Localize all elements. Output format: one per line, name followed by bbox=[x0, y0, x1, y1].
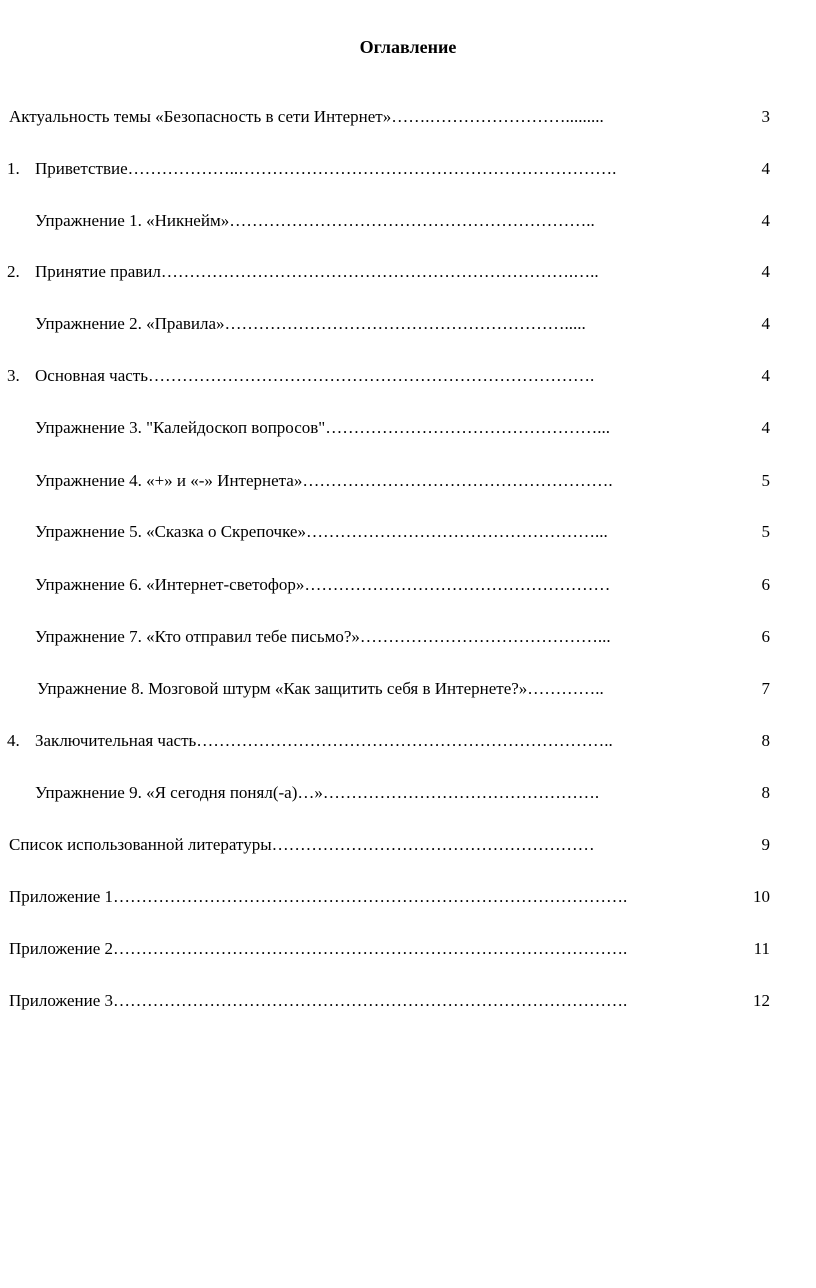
toc-entry-page: 8 bbox=[761, 731, 770, 750]
toc-entry[interactable] bbox=[0, 624, 816, 650]
toc-entry-page: 11 bbox=[753, 939, 770, 958]
toc-entry-page: 4 bbox=[761, 314, 770, 333]
toc-entry[interactable] bbox=[0, 208, 816, 234]
toc-entry-text: Упражнение 5. «Сказка о Скрепочке»……………………………………………... bbox=[35, 522, 608, 541]
toc-entry[interactable] bbox=[0, 572, 816, 598]
toc-entry-page: 9 bbox=[761, 835, 770, 854]
toc-entry[interactable] bbox=[0, 104, 816, 130]
toc-entry-page: 6 bbox=[761, 627, 770, 646]
toc-entry-text: Приложение 1………………………………………………………………………………. bbox=[9, 887, 628, 906]
toc-entry-number: 4. bbox=[7, 731, 20, 750]
toc-entry[interactable] bbox=[0, 363, 816, 389]
toc-entry[interactable] bbox=[0, 676, 816, 702]
toc-entry-text: Заключительная часть……………………………………………………………….. bbox=[35, 731, 613, 750]
toc-entry-page: 12 bbox=[753, 991, 770, 1010]
toc-entry[interactable] bbox=[0, 884, 816, 910]
toc-entry-page: 4 bbox=[761, 262, 770, 281]
toc-entry-page: 3 bbox=[761, 107, 770, 126]
toc-entry-page: 10 bbox=[753, 887, 770, 906]
toc-entry-page: 4 bbox=[761, 211, 770, 230]
toc-entry-page: 4 bbox=[761, 159, 770, 178]
toc-entry[interactable] bbox=[0, 415, 816, 441]
toc-entry-text: Упражнение 6. «Интернет-светофор»……………………………………………… bbox=[35, 575, 611, 594]
toc-entry-text: Упражнение 1. «Никнейм»……………………………………………………….. bbox=[35, 211, 595, 230]
toc-entry-page: 5 bbox=[761, 471, 770, 490]
toc-entry-text: Основная часть……………………………………………………………………. bbox=[35, 366, 595, 385]
toc-entry[interactable] bbox=[0, 728, 816, 754]
toc-entry-number: 2. bbox=[7, 262, 20, 281]
toc-entry[interactable] bbox=[0, 259, 816, 285]
toc-entry-text: Приложение 2………………………………………………………………………………. bbox=[9, 939, 628, 958]
toc-entry[interactable] bbox=[0, 519, 816, 545]
toc-entry-page: 4 bbox=[761, 366, 770, 385]
toc-entry-page: 8 bbox=[761, 783, 770, 802]
toc-entry[interactable] bbox=[0, 311, 816, 337]
toc-entry-number: 1. bbox=[7, 159, 20, 178]
toc-entry-page: 5 bbox=[761, 522, 770, 541]
toc-entry[interactable] bbox=[0, 780, 816, 806]
toc-entry-page: 6 bbox=[761, 575, 770, 594]
toc-entry-number: 3. bbox=[7, 366, 20, 385]
toc-entry-text: Список использованной литературы………………………………………………… bbox=[9, 835, 595, 854]
toc-entry-text: Приветствие………………..…………………………………………………………. bbox=[35, 159, 617, 178]
toc-entry-text: Упражнение 3. "Калейдоскоп вопросов"…………………………………………... bbox=[35, 418, 610, 437]
toc-entry[interactable] bbox=[0, 832, 816, 858]
toc-entry-text: Упражнение 9. «Я сегодня понял(-а)…»…………………………………………. bbox=[35, 783, 600, 802]
toc-entry-text: Актуальность темы «Безопасность в сети Интернет»…….……………………......... bbox=[9, 107, 604, 126]
toc-entry[interactable] bbox=[0, 156, 816, 182]
toc-entry-text: Упражнение 4. «+» и «-» Интернета»………………………………………………. bbox=[35, 471, 613, 490]
toc-entry-page: 7 bbox=[761, 679, 770, 698]
toc-entry[interactable] bbox=[0, 988, 816, 1014]
toc-entry-page: 4 bbox=[761, 418, 770, 437]
toc-entry-text: Приложение 3………………………………………………………………………………. bbox=[9, 991, 628, 1010]
toc-entry[interactable] bbox=[0, 936, 816, 962]
page-title: Оглавление bbox=[359, 37, 457, 57]
toc-entry-text: Принятие правил……………………………………………………………….….. bbox=[35, 262, 599, 281]
toc-entry-text: Упражнение 7. «Кто отправил тебе письмо?»……………………………………... bbox=[35, 627, 611, 646]
toc-entry[interactable] bbox=[0, 468, 816, 494]
toc-entry-text: Упражнение 8. Мозговой штурм «Как защитить себя в Интернете?»………….. bbox=[37, 679, 604, 698]
toc-entry-text: Упражнение 2. «Правила»……………………………………………………..... bbox=[35, 314, 586, 333]
